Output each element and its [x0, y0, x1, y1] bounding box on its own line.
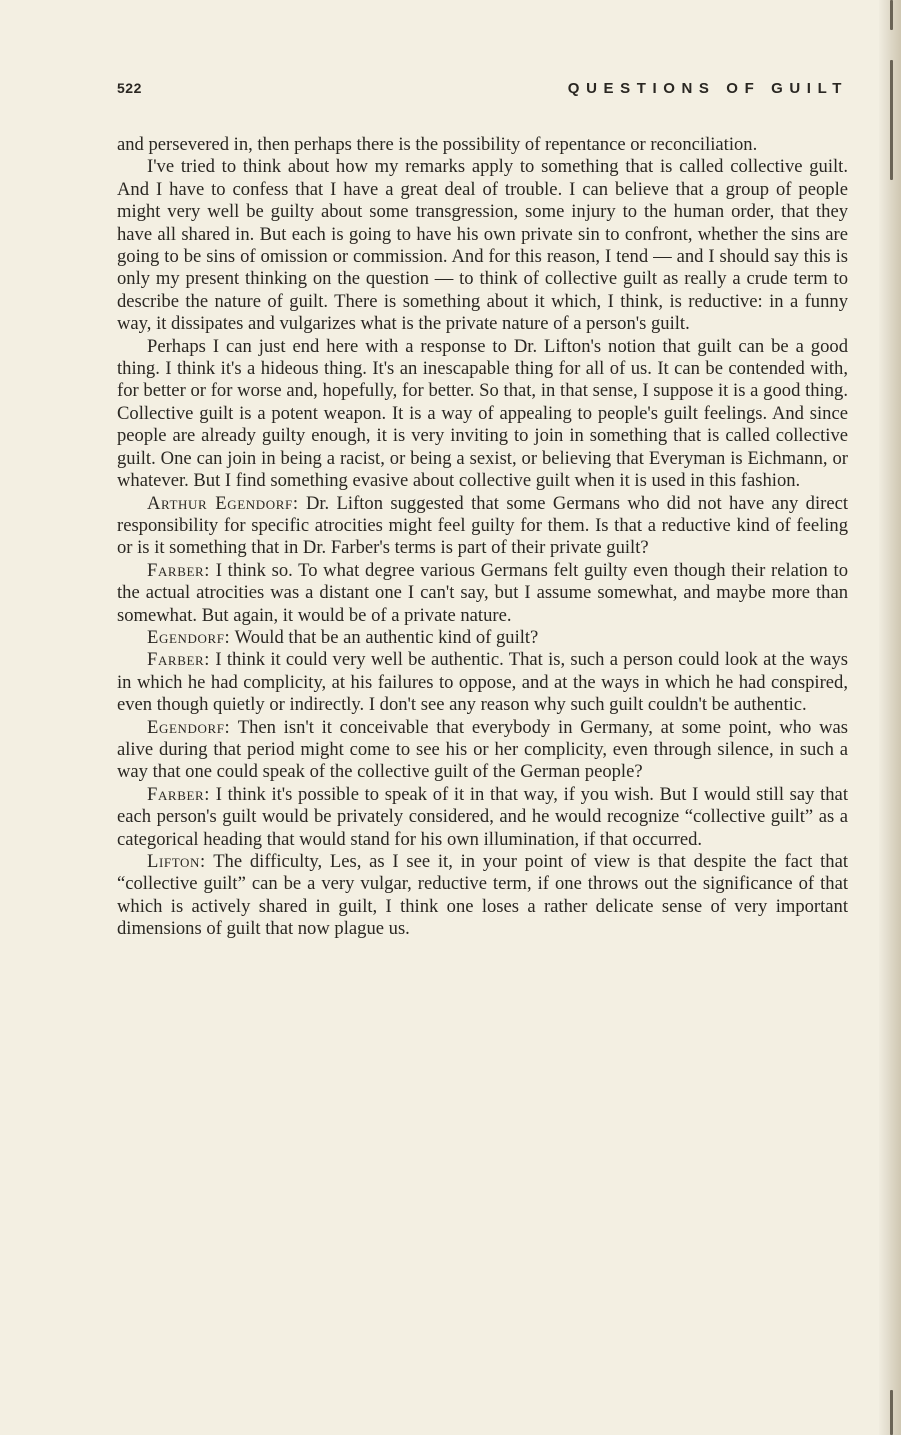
paragraph-text: I think so. To what degree various Germans felt guilty even though their relation to the actual atrocities was a distant one I can't say, but I assume somewhat, and maybe more than somewhat. But again, it would be of a private nature. [117, 559, 848, 626]
dialogue-paragraph [117, 627, 848, 649]
paragraph-text: Dr. Lifton suggested that some Germans who did not have any direct responsibility for specific atrocities might feel guilty for them. Is that a reductive kind of feeling or is it something that in Dr. Farber's terms is part of their private guilt? [117, 492, 848, 559]
speaker-name: Egendorf: [147, 716, 231, 738]
speaker-name: Egendorf: [147, 626, 231, 648]
paragraph-text: The difficulty, Les, as I see it, in your point of view is that despite the fact that “collective guilt” can be a very vulgar, reductive term, if one throws out the significance of that which is actively shared in guilt, I think one loses a rather delicate sense of very important dimensions of guilt that now plague us. [117, 851, 849, 940]
edge-mark [890, 60, 893, 180]
page-number: 522 [117, 80, 142, 96]
dialogue-paragraph [117, 717, 848, 784]
dialogue-paragraph [117, 649, 848, 716]
dialogue-paragraph [117, 560, 848, 627]
dialogue-paragraph [117, 493, 848, 560]
edge-mark [890, 1390, 893, 1435]
paragraph-text: I've tried to think about how my remarks apply to something that is called collective guilt. And I have to confess that I have a great deal of trouble. I can believe that a group of people might very well be guilty about some transgression, some injury to the human order, that they have all shared in. But each is going to have his own private sin to confront, whether the sins are going to be sins of omission or commission. And for this reason, I tend — and I should say this is only my present thinking on the question — to think of collective guilt as really a crude term to describe the nature of guilt. There is something about it which, I think, is reductive: in a funny way, it dissipates and vulgarizes what is the private nature of a person's guilt. [117, 156, 848, 335]
paragraph [117, 134, 848, 156]
speaker-name: Farber: [147, 649, 211, 671]
paragraph-text: I think it's possible to speak of it in that way, if you wish. But I would still say that each person's guilt would be privately considered, and he would recognize “collective guilt” as a categorical heading that would stand for his own illumination, if that occurred. [117, 783, 848, 850]
speaker-name: Lifton: [147, 851, 206, 872]
body-text [117, 134, 848, 941]
paragraph [117, 156, 848, 335]
paragraph-text: Perhaps I can just end here with a response to Dr. Lifton's notion that guilt can be a good thing. I think it's a hideous thing. It's an inescapable thing for all of us. It can be contended with, for better or for worse and, hopefully, for better. So that, in that sense, I suppose it is a good thing. Collective guilt is a potent weapon. It is a way of appealing to people's guilt feelings. And since people are already guilty enough, it is very inviting to join in something that is called collective guilt. One can join in being a racist, or being a sexist, or believing that Everyman is Eichmann, or whatever. But I find something evasive about collective guilt when it is used in this fashion. [117, 335, 848, 492]
dialogue-paragraph [117, 851, 848, 941]
page-edge-shadow [879, 0, 901, 1435]
page-header [117, 80, 848, 104]
speaker-name: Farber: [147, 559, 211, 581]
running-head: QUESTIONS OF GUILT [567, 80, 848, 97]
paragraph-text: I think it could very well be authentic. That is, such a person could look at the ways in which he had complicity, at his failures to oppose, and at the ways in which he had conspired, even though quietly or indirectly. I don't see any reason why such guilt couldn't be authentic. [117, 649, 848, 716]
speaker-name: Arthur Egendorf: [147, 492, 299, 514]
paragraph-text: Would that be an authentic kind of guilt? [234, 626, 539, 648]
paragraph [117, 336, 848, 493]
dialogue-paragraph [117, 784, 848, 851]
edge-mark [890, 0, 893, 30]
paragraph-text: and persevered in, then perhaps there is the possibility of repentance or reconciliation. [117, 134, 758, 155]
paragraph-text: Then isn't it conceivable that everybody in Germany, at some point, who was alive during that period might come to see his or her complicity, even through silence, in such a way that one could speak of the collective guilt of the German people? [117, 716, 848, 783]
speaker-name: Farber: [147, 783, 211, 805]
